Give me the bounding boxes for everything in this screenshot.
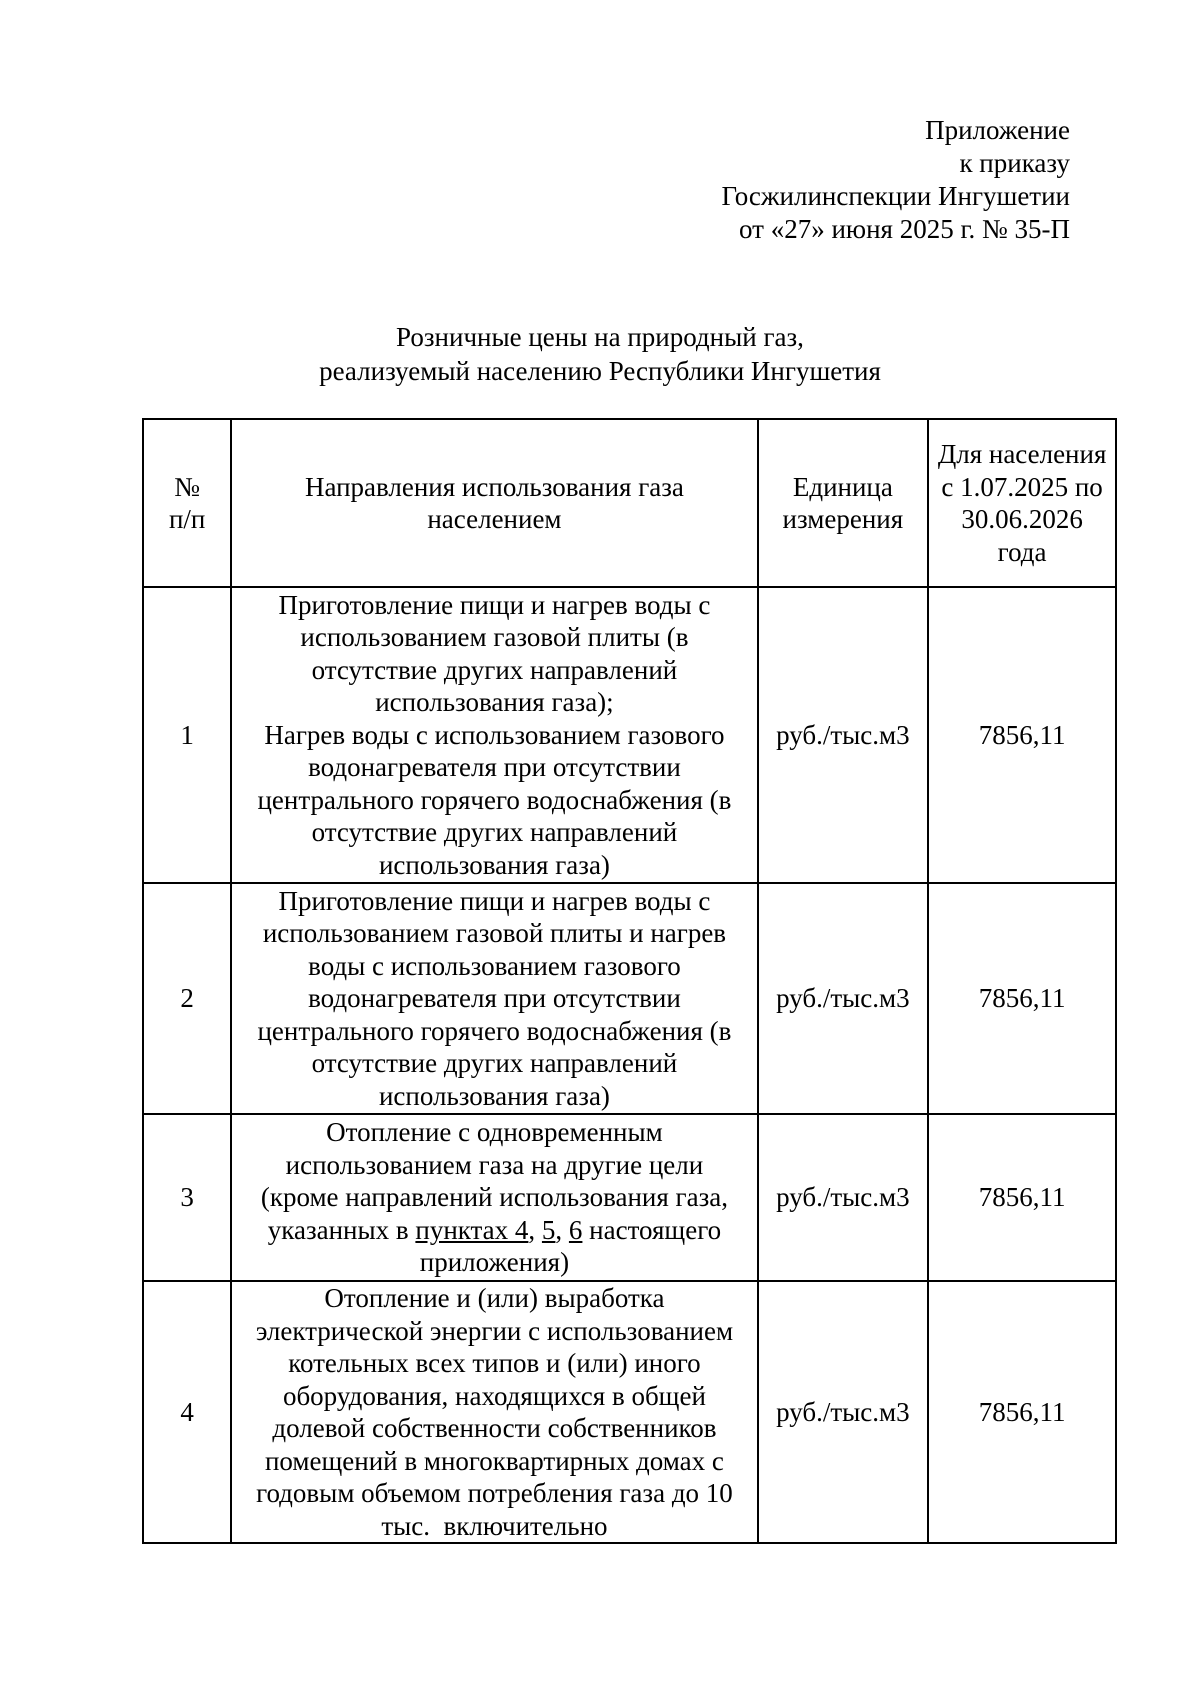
gas-prices-table	[142, 418, 1117, 1544]
separator: ,	[528, 1214, 542, 1245]
direction-line: оборудования, находящихся в общей	[282, 1380, 706, 1411]
row-unit: руб./тыс.м3	[758, 1281, 929, 1543]
header-number-symbol: №	[174, 471, 201, 502]
row-unit: руб./тыс.м3	[758, 883, 929, 1114]
row-direction	[231, 1281, 757, 1543]
row-price: 7856,11	[928, 1281, 1116, 1543]
table-header-row	[143, 419, 1116, 587]
header-unit-line-1: Единица	[792, 471, 893, 502]
row-number: 1	[143, 587, 231, 883]
document-title-line-2: реализуемый населению Республики Ингушетия	[319, 356, 881, 386]
appendix-label: Приложение	[925, 115, 1070, 145]
direction-line: водонагревателя при отсутствии	[308, 983, 681, 1014]
appendix-authority: Госжилинспекции Ингушетии	[721, 181, 1070, 211]
direction-line: приложения)	[419, 1247, 570, 1278]
header-price-line-4: года	[997, 536, 1047, 567]
header-unit	[758, 419, 929, 587]
direction-line: котельных всех типов и (или) иного	[288, 1348, 701, 1378]
table-row	[143, 883, 1116, 1114]
direction-line: (кроме направлений использования газа,	[260, 1182, 728, 1213]
direction-line: помещений в многоквартирных домах с	[264, 1445, 724, 1476]
direction-line: использованием газа на другие цели	[285, 1149, 704, 1180]
row-direction	[231, 883, 757, 1114]
document-title	[0, 320, 1200, 388]
direction-line: Приготовление пищи и нагрев воды с	[278, 885, 711, 916]
row-number: 2	[143, 883, 231, 1114]
row-price: 7856,11	[928, 883, 1116, 1114]
direction-line: тыс. включительно	[381, 1510, 608, 1541]
point-4-link[interactable]: пунктах 4	[415, 1214, 529, 1245]
direction-line: использования газа);	[375, 687, 614, 718]
appendix-date-number: от «27» июня 2025 г. № 35-П	[739, 214, 1070, 244]
direction-line	[234, 1214, 754, 1247]
header-price-line-1: Для населения	[937, 439, 1107, 469]
direction-line: использованием газовой плиты (в	[300, 622, 689, 653]
direction-line: отсутствие других направлений	[311, 654, 678, 685]
row-unit: руб./тыс.м3	[758, 1114, 929, 1281]
header-direction-line-2: населением	[427, 504, 562, 534]
header-number-abbr: п/п	[168, 504, 206, 534]
point-6-link[interactable]: 6	[568, 1214, 583, 1245]
direction-text: указанных в	[267, 1214, 416, 1245]
appendix-order-ref: к приказу	[959, 148, 1070, 178]
direction-line: центрального горячего водоснабжения (в	[257, 1015, 732, 1046]
direction-line: Отопление с одновременным	[326, 1117, 663, 1148]
appendix-header	[722, 114, 1071, 246]
row-number: 4	[143, 1281, 231, 1543]
row-number: 3	[143, 1114, 231, 1281]
direction-line: Приготовление пищи и нагрев воды с	[278, 589, 711, 620]
row-direction	[231, 1114, 757, 1281]
header-unit-line-2: измерения	[782, 504, 904, 534]
document-title-line-1: Розничные цены на природный газ,	[396, 322, 804, 352]
table-row	[143, 1114, 1116, 1281]
direction-line: использования газа)	[378, 849, 610, 880]
direction-line: воды с использованием газового	[308, 950, 681, 981]
direction-line: водонагревателя при отсутствии	[308, 752, 681, 783]
row-price: 7856,11	[928, 587, 1116, 883]
header-direction-line-1: Направления использования газа	[304, 471, 684, 502]
direction-line: отсутствие других направлений	[311, 1048, 678, 1079]
direction-line: долевой собственности собственников	[272, 1413, 717, 1443]
direction-line: использования газа)	[378, 1080, 610, 1111]
table-row	[143, 587, 1116, 883]
direction-line: использованием газовой плиты и нагрев	[262, 918, 727, 949]
header-price-line-3: 30.06.2026	[961, 504, 1083, 534]
separator: ,	[555, 1214, 569, 1245]
direction-line: годовым объемом потребления газа до 10	[256, 1478, 733, 1508]
direction-text: настоящего	[582, 1214, 722, 1245]
row-direction	[231, 587, 757, 883]
direction-line: центрального горячего водоснабжения (в	[257, 784, 732, 815]
direction-line: электрической энергии с использованием	[255, 1315, 734, 1346]
row-unit: руб./тыс.м3	[758, 587, 929, 883]
header-price	[928, 419, 1116, 587]
table-row	[143, 1281, 1116, 1543]
header-direction	[231, 419, 757, 587]
direction-line: Отопление и (или) выработка	[324, 1283, 665, 1313]
direction-line: отсутствие других направлений	[311, 817, 678, 848]
point-5-link[interactable]: 5	[541, 1214, 556, 1245]
header-number	[143, 419, 231, 587]
header-price-line-2: с 1.07.2025 по	[941, 471, 1103, 502]
row-price: 7856,11	[928, 1114, 1116, 1281]
direction-line: Нагрев воды с использованием газового	[264, 719, 725, 750]
